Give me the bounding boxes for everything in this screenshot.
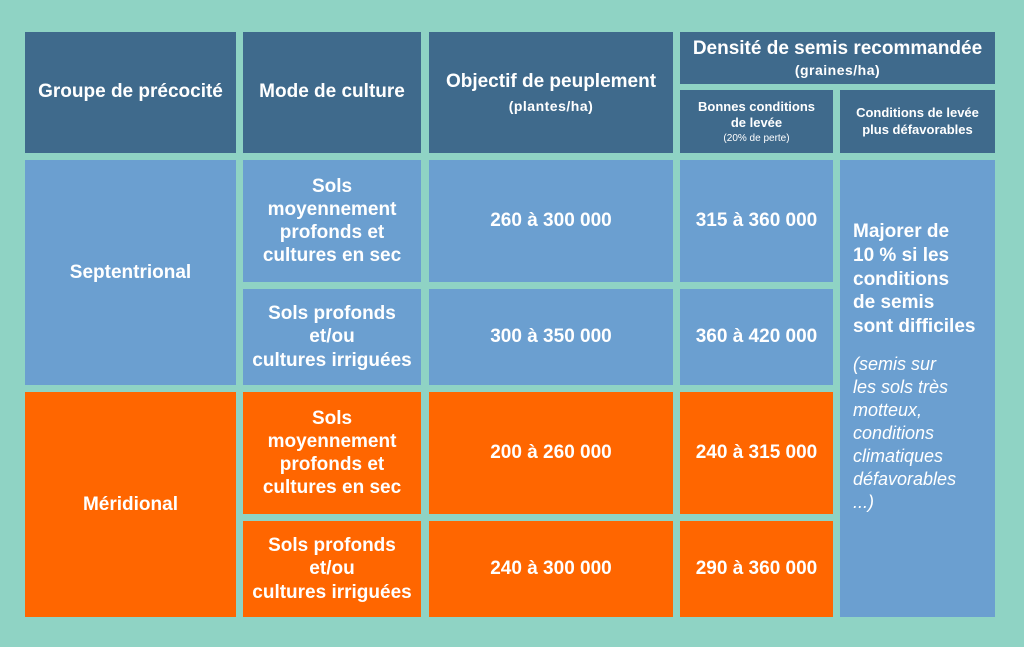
note-italic-line: défavorables [853,468,957,489]
row-1-objective [429,160,673,282]
header-good-line2: de levée [730,115,783,130]
note-italic-line: ...) [853,491,874,512]
row-3-mode-line: moyennement [267,430,397,452]
group-meridional-label: Méridional [82,493,178,515]
note-italic-line: (semis sur [853,353,937,374]
header-density-unit: (graines/ha) [794,62,881,79]
header-density [680,32,995,84]
header-objective-label: Objectif de peuplement [445,71,657,93]
note-italic-line: motteux, [853,399,923,420]
row-3-objective-value: 200 à 260 000 [490,442,612,463]
header-objective-unit: (plantes/ha) [508,97,594,114]
row-4-mode-line: Sols profonds [268,535,396,557]
note-main-line: Majorer de [853,221,950,242]
row-1-mode-line: profonds et [279,222,385,243]
note-main-line: conditions [853,268,950,290]
row-1-density-good-value: 315 à 360 000 [695,210,818,231]
row-2-mode-line: et/ou [309,326,355,348]
note-italic-line: climatiques [853,445,944,466]
header-bad-line2: plus défavorables [862,121,973,137]
row-1-density-good [680,160,833,282]
header-density-good [680,90,833,153]
row-3-mode-line: cultures en sec [262,477,402,499]
header-objective [429,32,673,153]
row-3-objective [429,392,673,514]
note-italic-line: les sols très [853,376,949,397]
header-density-bad [840,90,995,153]
header-good-loss: (20% de perte) [723,133,790,145]
header-group [25,32,236,153]
note-italic-line: conditions [853,422,935,443]
note-main [853,220,975,339]
group-septentrional-label: Septentrional [69,261,192,283]
note-main-line: sont difficiles [853,316,976,337]
row-3-mode-line: profonds et [279,454,385,475]
header-group-label: Groupe de précocité [38,81,223,103]
note-italic [853,353,956,514]
row-2-mode [243,289,421,385]
row-3-density-good-value: 240 à 315 000 [695,442,818,463]
row-1-mode [243,160,421,282]
row-1-mode-line: Sols [311,175,353,197]
row-3-mode-line: Sols [311,407,353,429]
row-2-mode-line: cultures irriguées [252,349,412,371]
group-meridional [25,392,236,617]
header-density-label: Densité de semis recommandée [692,37,983,59]
note-cell [840,160,995,617]
row-1-mode-line: cultures en sec [262,245,402,267]
header-mode-label: Mode de culture [259,81,405,103]
row-2-density-good [680,289,833,385]
row-4-objective-value: 240 à 300 000 [490,558,612,579]
row-2-objective [429,289,673,385]
header-bad-line1: Conditions de levée [856,105,979,121]
row-2-objective-value: 300 à 350 000 [490,326,612,347]
row-4-mode-line: cultures irriguées [252,581,412,603]
row-4-mode [243,521,421,617]
row-3-mode [243,392,421,514]
row-4-mode-line: et/ou [309,558,355,580]
group-septentrional [25,160,236,385]
row-4-density-good [680,521,833,617]
row-2-density-good-value: 360 à 420 000 [695,326,818,347]
row-4-density-good-value: 290 à 360 000 [695,558,818,579]
note-main-line: de semis [853,292,935,314]
row-1-mode-line: moyennement [267,198,397,220]
header-good-line1: Bonnes conditions [698,98,815,114]
row-2-mode-line: Sols profonds [268,303,396,325]
note-main-line: 10 % si les [853,244,950,266]
row-4-objective [429,521,673,617]
header-mode [243,32,421,153]
row-1-objective-value: 260 à 300 000 [490,210,612,231]
row-3-density-good [680,392,833,514]
